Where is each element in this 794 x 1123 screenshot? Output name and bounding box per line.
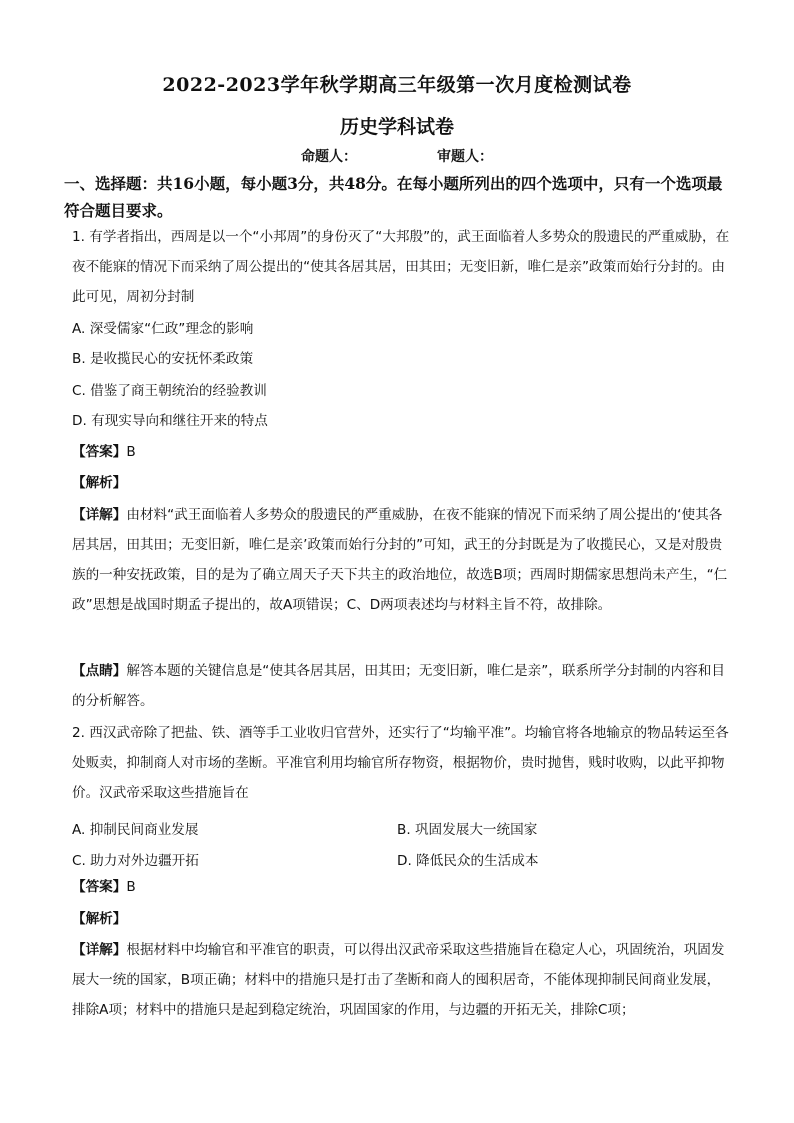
analysis-label: 【解析】: [72, 475, 127, 491]
tip-text: 解答本题的关键信息是“使其各居其居，田其田；无变旧新，唯仁是亲”，联系所学分封制的内容和目的分析解答。: [72, 663, 725, 709]
answer-value: B: [126, 444, 136, 460]
question-1-stem: 1. 有学者指出，西周是以一个“小邦周”的身份灭了“大邦殷”的，武王面临着人多势众的殷遗民的严重威胁，在夜不能寐的情况下而采纳了周公提出的“使其各居其居，田其田；无变旧新，唯仁是亲”政策而始行分封的。由此可见，周初分封制: [72, 229, 730, 305]
question-2-option-a: A. 抑制民间商业发展: [72, 822, 199, 838]
detail-label: 【详解】: [72, 507, 127, 523]
question-2-stem: 2. 西汉武帝除了把盐、铁、酒等手工业收归官营外，还实行了“均输平准”。均输官将各地输京的物品转运至各处贩卖，抑制商人对市场的垄断。平准官利用均输官所存物资，根据物价，贵时抛售，贱时收购，以此平抑物价。汉武帝采取这些措施旨在: [72, 725, 729, 801]
detail-text: 根据材料中均输官和平准官的职责，可以得出汉武帝采取这些措施旨在稳定人心，巩固统治，巩固发展大一统的国家，B项正确；材料中的措施只是打击了垄断和商人的囤积居奇，不能体现抑制民间商业发展，排除A项；材料中的措施只是起到稳定统治，巩固国家的作用，与边疆的开拓无关，排除C项；: [72, 942, 725, 1018]
question-1-option-d: D. 有现实导向和继往开来的特点: [72, 413, 268, 429]
author-line: [0, 146, 794, 166]
question-2-option-b: B. 巩固发展大一统国家: [397, 822, 538, 838]
reviewer-label: 审题人：: [437, 149, 493, 165]
question-2-detail: [72, 935, 732, 1025]
question-2-option-c: C. 助力对外边疆开拓: [72, 853, 199, 869]
detail-text: 由材料“武王面临着人多势众的殷遗民的严重威胁，在夜不能寐的情况下而采纳了周公提出的‘使其各居其居，田其田；无变旧新，唯仁是亲’政策而始行分封的”可知，武王的分封既是为了收揽民心，又是对殷贵族的一种安抚政策，目的是为了确立周天子天下共主的政治地位，故选B项；西周时期儒家思想尚未产生，“仁政”思想是战国时期孟子提出的，故A项错误；C、D两项表述均与材料主旨不符，故排除。: [72, 507, 728, 613]
exam-title: 2022-2023学年秋学期高三年级第一次月度检测试卷: [162, 74, 632, 96]
question-2-answer: [72, 872, 732, 902]
question-1-option-a: A. 深受儒家“仁政”理念的影响: [72, 321, 254, 337]
question-1-option-b: B. 是收揽民心的安抚怀柔政策: [72, 351, 254, 367]
answer-label: 【答案】: [72, 879, 127, 895]
question-1-option-c: C. 借鉴了商王朝统治的经验教训: [72, 383, 267, 399]
author-label: 命题人：: [301, 149, 357, 165]
analysis-label: 【解析】: [72, 911, 127, 927]
answer-value: B: [126, 879, 136, 895]
question-1-detail: [72, 500, 732, 620]
question-1-analysis-label: [72, 468, 732, 498]
question-2-analysis-label: [72, 904, 732, 934]
question-1-tip: [72, 656, 732, 716]
tip-label: 【点睛】: [72, 663, 127, 679]
answer-label: 【答案】: [72, 444, 127, 460]
section-title: 一、选择题：共16小题，每小题3分，共48分。在每小题所列出的四个选项中，只有一个选项最符合题目要求。: [64, 174, 723, 220]
subject-title: 历史学科试卷: [339, 116, 454, 138]
detail-label: 【详解】: [72, 942, 127, 958]
question-1-answer: [72, 437, 732, 467]
question-2-option-d: D. 降低民众的生活成本: [397, 853, 539, 869]
